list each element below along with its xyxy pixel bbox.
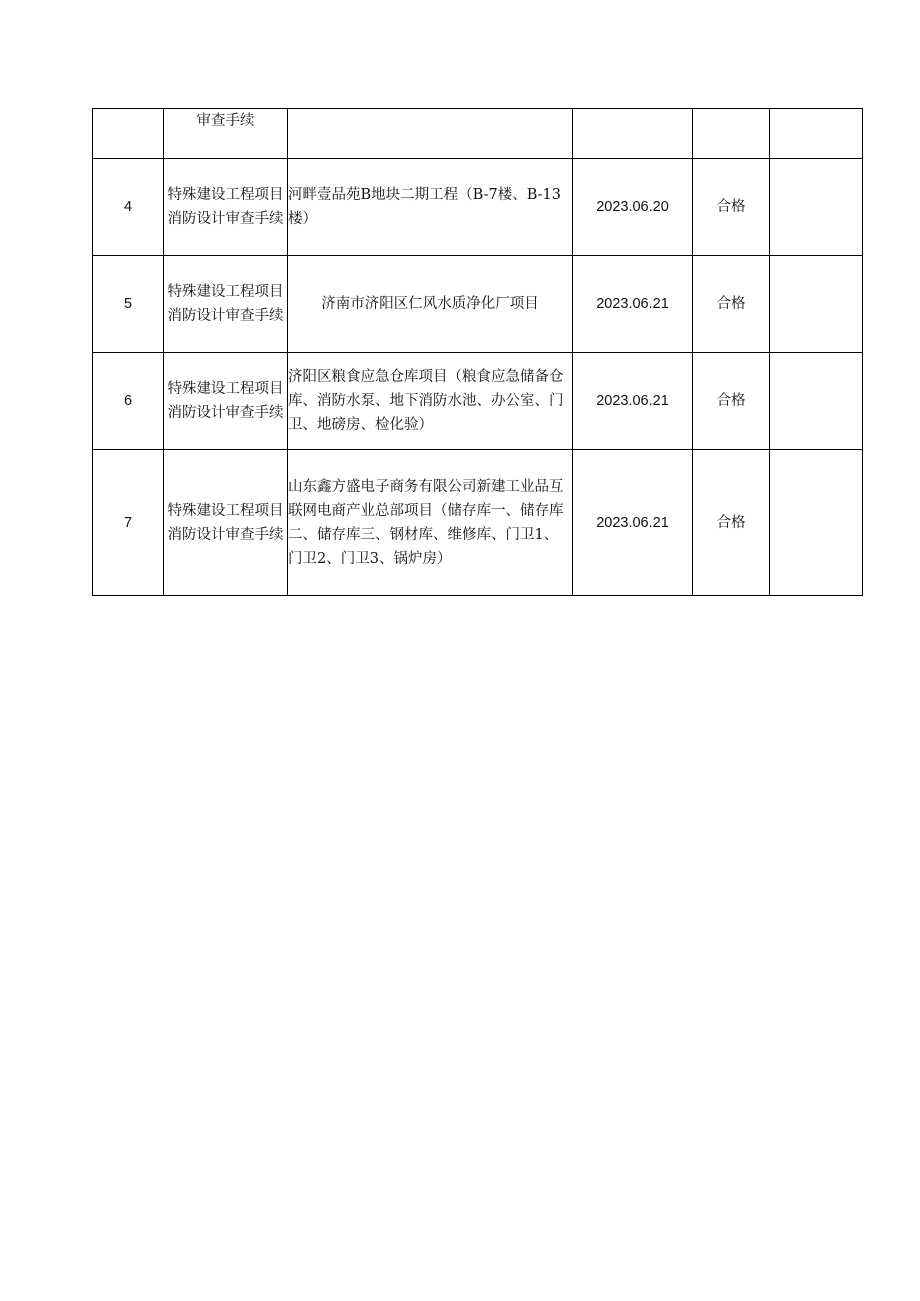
table-row bbox=[93, 159, 863, 256]
project-name: 河畔壹品苑B地块二期工程（B-7楼、B-13楼） bbox=[288, 159, 573, 256]
project-name: 济南市济阳区仁风水质净化厂项目 bbox=[288, 256, 573, 353]
review-date: 2023.06.21 bbox=[573, 256, 693, 353]
procedure-type: 特殊建设工程项目消防设计审查手续 bbox=[164, 450, 288, 596]
review-result: 合格 bbox=[693, 159, 770, 256]
project-name: 山东鑫方盛电子商务有限公司新建工业品互联网电商产业总部项目（储存库一、储存库二、储存库三、钢材库、维修库、门卫1、门卫2、门卫3、锅炉房） bbox=[288, 450, 573, 596]
row-number: 7 bbox=[93, 450, 164, 596]
remark-cell bbox=[770, 353, 863, 450]
row-number bbox=[93, 109, 164, 159]
procedure-type: 特殊建设工程项目消防设计审查手续 bbox=[164, 353, 288, 450]
remark-cell bbox=[770, 256, 863, 353]
row-number: 6 bbox=[93, 353, 164, 450]
remark-cell bbox=[770, 159, 863, 256]
table-row bbox=[93, 256, 863, 353]
table-row bbox=[93, 450, 863, 596]
review-result: 合格 bbox=[693, 256, 770, 353]
remark-cell bbox=[770, 450, 863, 596]
procedure-type: 特殊建设工程项目消防设计审查手续 bbox=[164, 159, 288, 256]
review-date: 2023.06.20 bbox=[573, 159, 693, 256]
review-result bbox=[693, 109, 770, 159]
table-row bbox=[93, 353, 863, 450]
procedure-type: 审查手续 bbox=[164, 109, 288, 159]
project-name: 济阳区粮食应急仓库项目（粮食应急储备仓库、消防水泵、地下消防水池、办公室、门卫、地磅房、检化验） bbox=[288, 353, 573, 450]
review-result: 合格 bbox=[693, 450, 770, 596]
project-name bbox=[288, 109, 573, 159]
table-row bbox=[93, 109, 863, 159]
review-result: 合格 bbox=[693, 353, 770, 450]
review-date bbox=[573, 109, 693, 159]
review-date: 2023.06.21 bbox=[573, 450, 693, 596]
row-number: 4 bbox=[93, 159, 164, 256]
review-record-table bbox=[92, 108, 863, 596]
procedure-type: 特殊建设工程项目消防设计审查手续 bbox=[164, 256, 288, 353]
review-date: 2023.06.21 bbox=[573, 353, 693, 450]
row-number: 5 bbox=[93, 256, 164, 353]
remark-cell bbox=[770, 109, 863, 159]
